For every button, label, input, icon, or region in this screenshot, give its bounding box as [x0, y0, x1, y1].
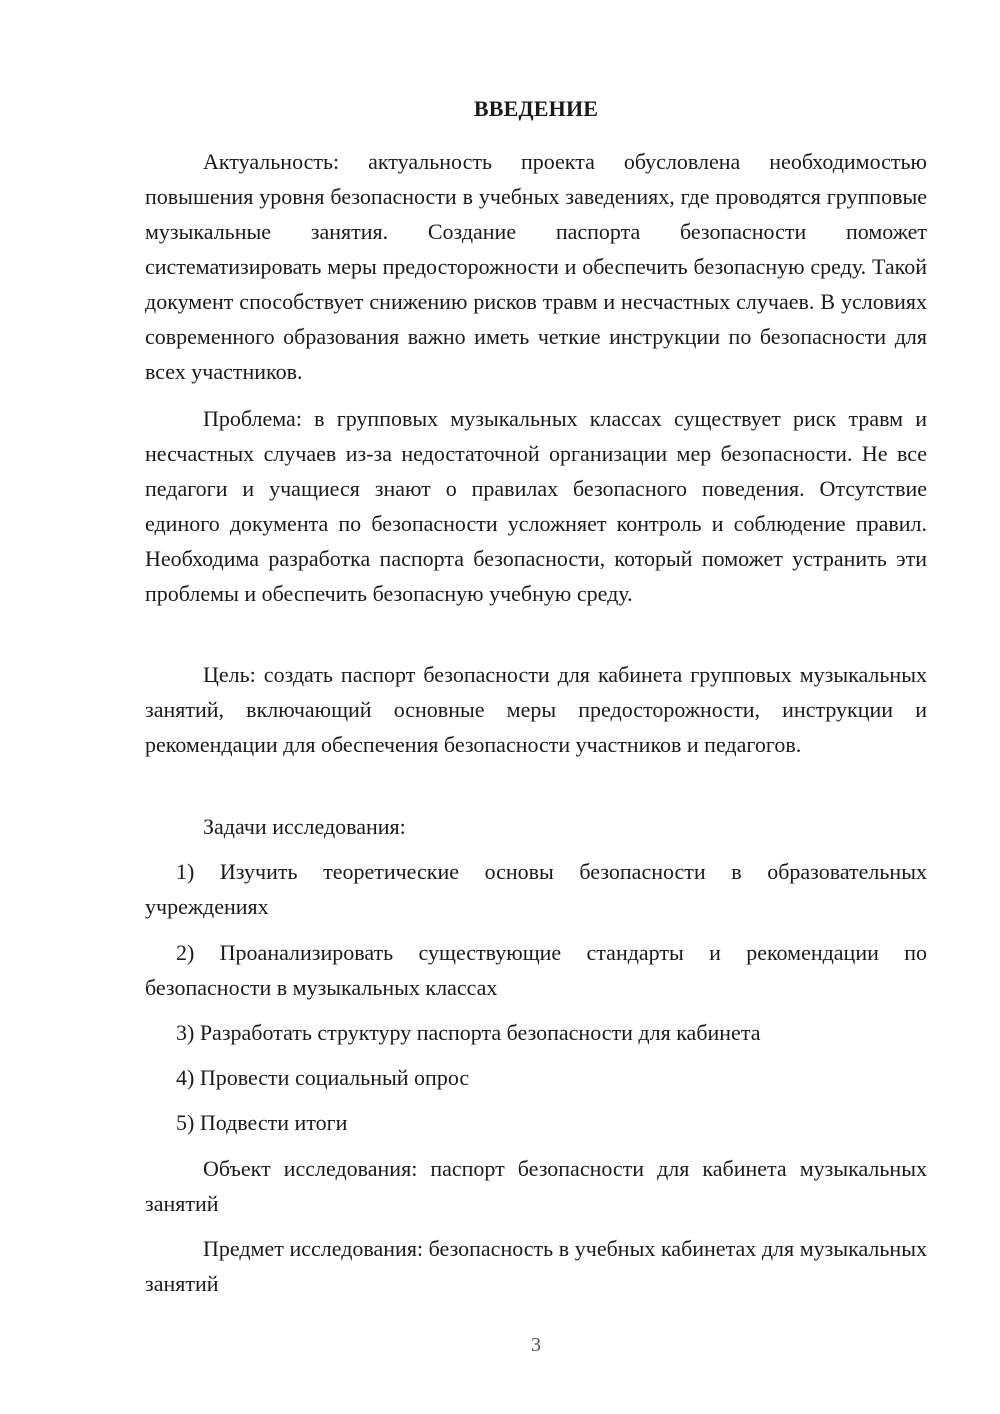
- page-number: 3: [531, 1334, 541, 1356]
- problem-paragraph: Проблема: в групповых музыкальных классах существует риск травм и несчастных случаев из-за недостаточной организации мер безопасности. Не все педагоги и учащиеся знают о правилах безопасного поведения. Отсутствие единого документа по безопасности усложняет контроль и соблюдение правил. Необходима разработка паспорта безопасности, который поможет устранить эти проблемы и обеспечить безопасную учебную среду.: [145, 406, 927, 606]
- research-object-paragraph: Объект исследования: паспорт безопасности для кабинета музыкальных занятий: [145, 1156, 927, 1216]
- task-item-2: 2) Проанализировать существующие стандарты и рекомендации по безопасности в музыкальных классах: [145, 940, 927, 1000]
- relevance-paragraph: Актуальность: актуальность проекта обусловлена необходимостью повышения уровня безопасности в учебных заведениях, где проводятся групповые музыкальные занятия. Создание паспорта безопасности поможет систематизировать меры предосторожности и обеспечить безопасную среду. Такой документ способствует снижению рисков травм и несчастных случаев. В условиях современного образования важно иметь четкие инструкции по безопасности для всех участников.: [145, 149, 927, 384]
- task-item-4: 4) Провести социальный опрос: [176, 1065, 470, 1090]
- task-item-1: 1) Изучить теоретические основы безопасности в образовательных учреждениях: [145, 859, 927, 919]
- task-item-3: 3) Разработать структуру паспорта безопасности для кабинета: [176, 1020, 761, 1045]
- tasks-heading: Задачи исследования:: [203, 814, 406, 839]
- research-subject-paragraph: Предмет исследования: безопасность в учебных кабинетах для музыкальных занятий: [145, 1236, 927, 1296]
- page-title: ВВЕДЕНИЕ: [473, 96, 599, 121]
- task-item-5: 5) Подвести итоги: [176, 1110, 348, 1135]
- goal-paragraph: Цель: создать паспорт безопасности для кабинета групповых музыкальных занятий, включающий основные меры предосторожности, инструкции и рекомендации для обеспечения безопасности участников и педагогов.: [145, 662, 927, 757]
